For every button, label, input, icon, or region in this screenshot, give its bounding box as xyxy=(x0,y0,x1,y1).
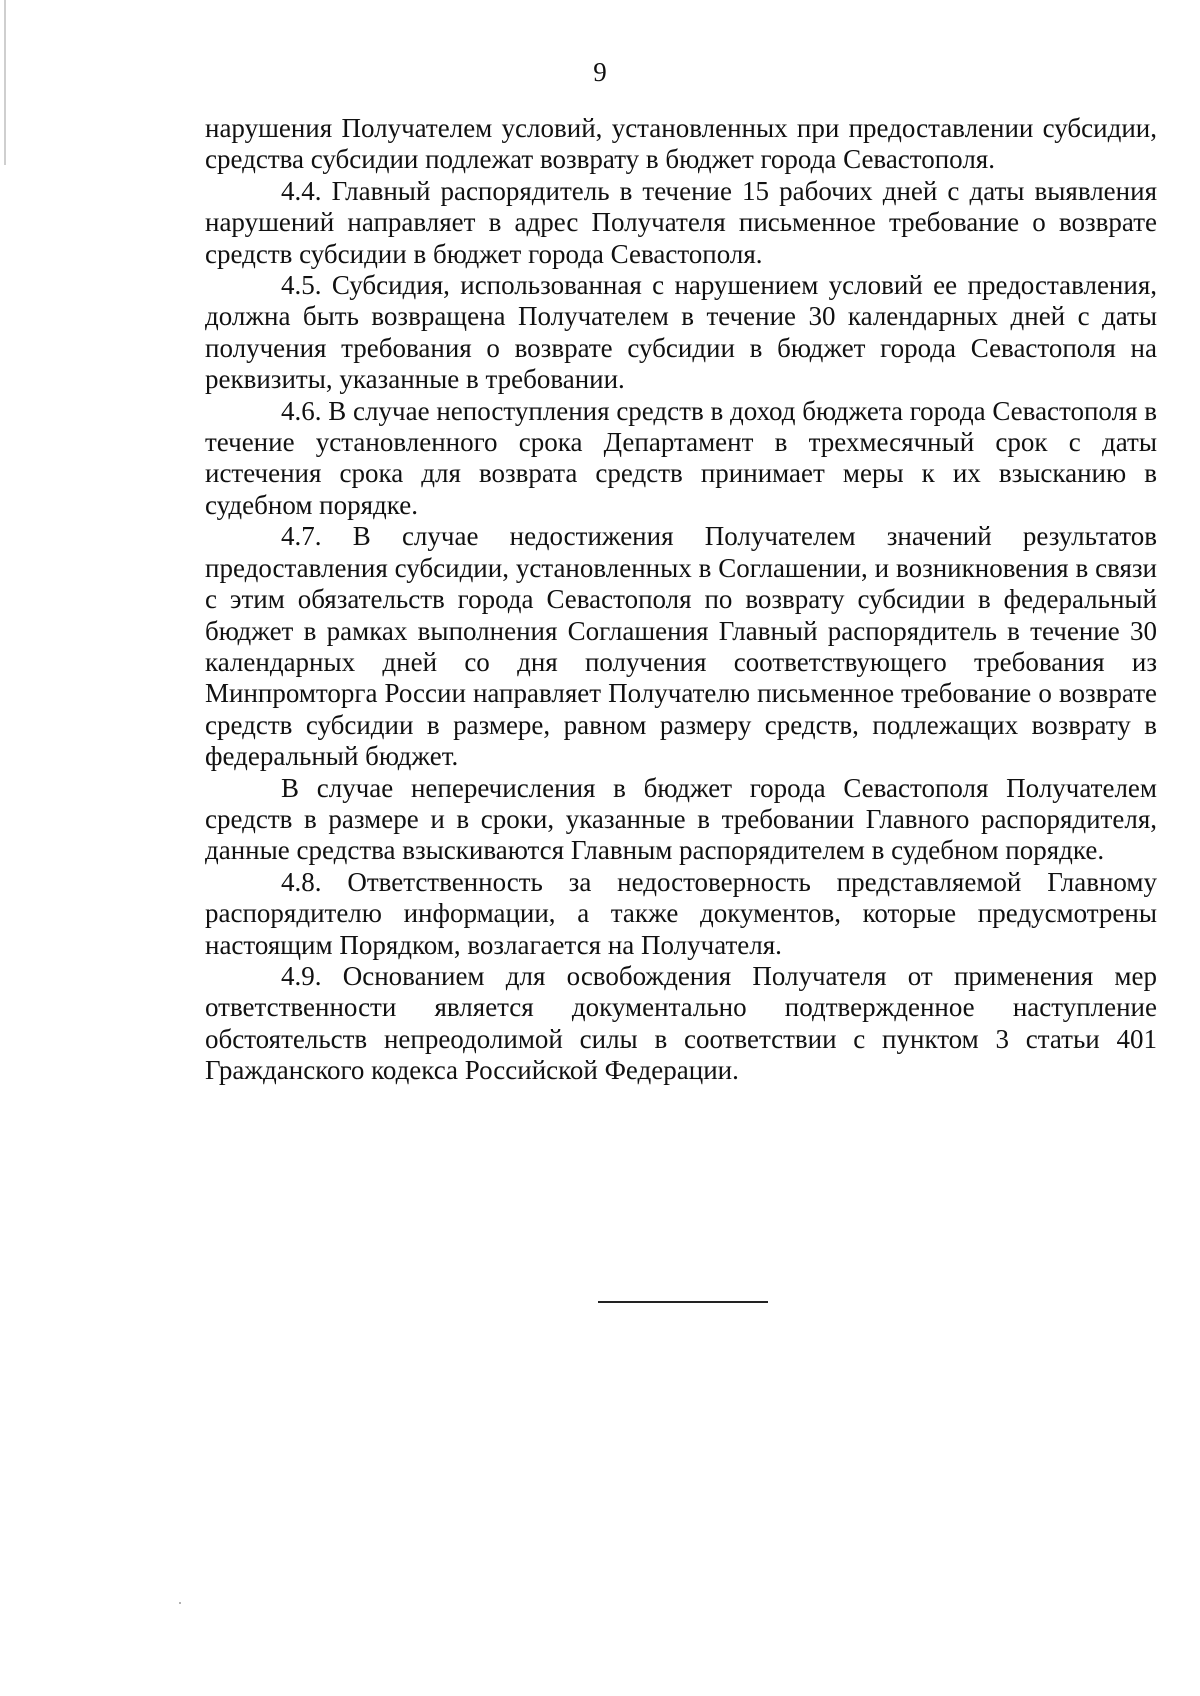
paragraph-4-7: 4.7. В случае недостижения Получателем значений результатов предоставления субсидии, установленных в Соглашении, и возникновения в связи с этим обязательств города Севастополя по возврату субсидии в федеральный бюджет в рамках выполнения Соглашения Главный распорядитель в течение 30 календарных дней со дня получения соответствующего требования из Минпромторга России направляет Получателю письменное требование о возврате средств субсидии в размере, равном размеру средств, подлежащих возврату в федеральный бюджет. xyxy=(205,521,1157,772)
page-number: 9 xyxy=(593,57,607,87)
paragraph-4-8: 4.8. Ответственность за недостоверность представляемой Главному распорядителю информации, а также документов, которые предусмотрены настоящим Порядком, возлагается на Получателя. xyxy=(205,866,1157,960)
paragraph-continuation: нарушения Получателем условий, установленных при предоставлении субсидии, средства субсидии подлежат возврату в бюджет города Севастополя. xyxy=(205,113,1157,175)
end-of-document-rule xyxy=(598,1301,768,1303)
paragraph-4-5: 4.5. Субсидия, использованная с нарушением условий ее предоставления, должна быть возвращена Получателем в течение 30 календарных дней с даты получения требования о возврате субсидии в бюджет города Севастополя на реквизиты, указанные в требовании. xyxy=(205,270,1157,395)
scan-speck xyxy=(179,1602,181,1604)
paragraph-4-6: 4.6. В случае непоступления средств в доход бюджета города Севастополя в течение установленного срока Департамент в трехмесячный срок с даты истечения срока для возврата средств принимает меры к их взысканию в судебном порядке. xyxy=(205,395,1157,520)
paragraph-4-7-second: В случае неперечисления в бюджет города Севастополя Получателем средств в размере и в сроки, указанные в требовании Главного распорядителя, данные средства взыскиваются Главным распорядителем в судебном порядке. xyxy=(205,772,1157,866)
document-body xyxy=(205,113,1157,1087)
paragraph-4-4: 4.4. Главный распорядитель в течение 15 рабочих дней с даты выявления нарушений направляет в адрес Получателя письменное требование о возврате средств субсидии в бюджет города Севастополя. xyxy=(205,175,1157,269)
paragraph-4-9: 4.9. Основанием для освобождения Получателя от применения мер ответственности является документально подтвержденное наступление обстоятельств непреодолимой силы в соответствии с пунктом 3 статьи 401 Гражданского кодекса Российской Федерации. xyxy=(205,960,1157,1086)
